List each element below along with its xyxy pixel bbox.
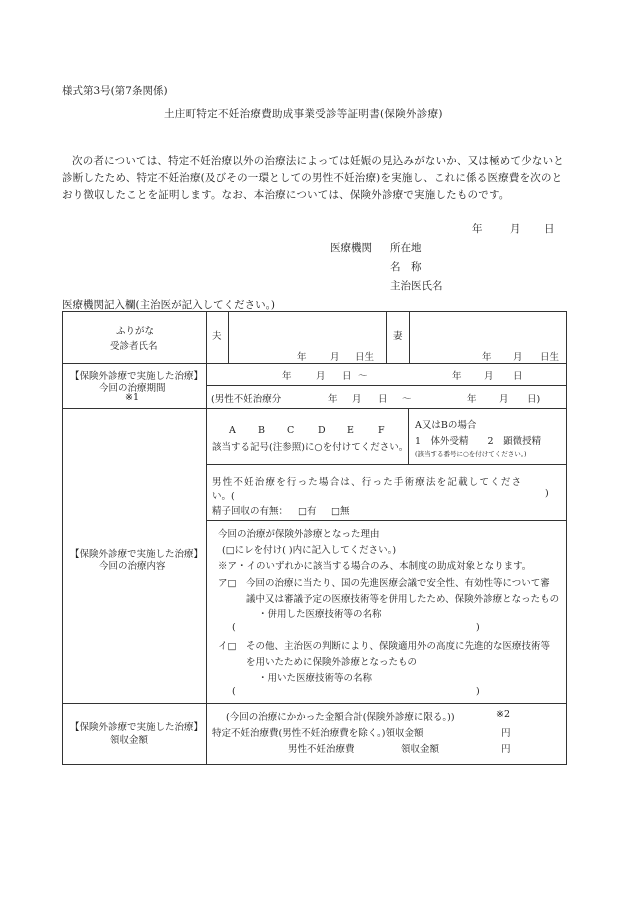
date-month: 月 [510, 223, 521, 235]
institution-label: 医療機関 [330, 242, 372, 254]
male-end-month: 月 [499, 394, 509, 405]
amount-total-line: (今回の治療にかかった金額合計(保険外診療に限る。)) [226, 712, 455, 723]
page-title: 土庄町特定不妊治療費助成事業受診等証明書(保険外診療) [164, 108, 443, 120]
reason-i-field[interactable] [240, 684, 470, 698]
male-tilde: 〜 [402, 394, 412, 405]
male-yen: 円 [501, 744, 511, 755]
male-surgery-field[interactable] [240, 486, 540, 500]
letter-b[interactable]: B [258, 425, 265, 436]
reason-i-line2: を用いたために保険外診療となったもの [246, 657, 418, 668]
husband-birth-month: 月 [330, 352, 340, 363]
wife-name-field[interactable] [410, 313, 566, 347]
wife-birth-month: 月 [513, 352, 523, 363]
doctor-name-label: 主治医氏名 [390, 280, 443, 292]
period-end-day: 日 [513, 371, 523, 382]
male-surgery-open: い。( [212, 491, 235, 502]
male-start-year: 年 [328, 394, 338, 405]
reason-a-field[interactable] [240, 620, 470, 634]
male-surgery-close: ) [545, 488, 549, 499]
sperm-no-checkbox[interactable]: □無 [331, 506, 350, 517]
furigana-label: ふりがな [116, 326, 155, 337]
male-period-label: (男性不妊治療分 [211, 394, 282, 405]
period-note: ※1 [125, 392, 140, 403]
form-number: 様式第3号(第7条関係) [62, 85, 168, 97]
patient-name-label: 受診者氏名 [110, 341, 158, 352]
period-start-year: 年 [282, 371, 292, 382]
period-end-year: 年 [452, 371, 462, 382]
amount-note: ※2 [496, 709, 511, 720]
period-label-2: 今回の治療期間 [99, 383, 166, 394]
letter-e[interactable]: E [347, 425, 354, 436]
content-label-2: 今回の治療内容 [99, 561, 166, 572]
male-end-day: 日) [527, 394, 541, 405]
reason-a-line3: ・併用した医療技術等の名称 [258, 609, 382, 620]
wife-label: 妻 [393, 331, 403, 342]
letter-f[interactable]: F [378, 425, 385, 436]
male-fee-label: 男性不妊治療費 [288, 744, 355, 755]
wife-birth-year: 年 [482, 352, 492, 363]
male-start-month: 月 [352, 394, 362, 405]
period-tilde: 〜 [358, 371, 368, 382]
ab-note: (該当する番号に○を付けてください。) [415, 450, 527, 458]
letters-note: 該当する記号(注参照)に○を付けてください。 [212, 442, 409, 453]
intro-paragraph: 次の者については、特定不妊治療以外の治療法によっては妊娠の見込みがないか、又は極めて少ないと診断したため、特定不妊治療(及びその一環としての男性不妊治療)を実施し、これに係る医療費を次のとおり徴収したことを証明します。なお、本治療については、保険外診療で実施したものです。 [62, 155, 564, 201]
period-start-month: 月 [316, 371, 326, 382]
husband-birth-day: 日生 [355, 352, 375, 363]
ab-options[interactable]: 1 体外受精 2 顕微授精 [415, 436, 542, 447]
period-end-month: 月 [484, 371, 494, 382]
reason-i-line3: ・用いた医療技術等の名称 [258, 673, 373, 684]
address-label: 所在地 [390, 242, 422, 254]
ab-title: A又はBの場合 [415, 420, 477, 431]
male-start-day: 日 [378, 394, 388, 405]
reason-note: ※ア・イのいずれかに該当する場合のみ、本制度の助成対象となります。 [218, 561, 532, 572]
amount-label-2: 領収金額 [110, 735, 149, 746]
reason-a-line1[interactable]: ア□ 今回の治療に当たり、国の先進医療会議で安全性、有効性等について審 [218, 578, 550, 589]
special-yen: 円 [501, 728, 511, 739]
period-start-day: 日 [342, 371, 352, 382]
special-amount-label: 特定不妊治療費(男性不妊治療費を除く。)領収金額 [212, 728, 424, 739]
section-caption: 医療機関記入欄(主治医が記入してください。) [62, 299, 275, 311]
husband-label: 夫 [212, 331, 222, 342]
reason-a-paren-close: ) [476, 622, 480, 633]
letter-d[interactable]: D [318, 425, 326, 436]
male-surgery-text: 男性不妊治療を行った場合は、行った手術療法を記載してくださ [212, 477, 523, 488]
male-end-year: 年 [467, 394, 477, 405]
letter-c[interactable]: C [287, 425, 295, 436]
amount-label-1: 【保険外診療で実施した治療】 [70, 722, 204, 733]
husband-birth-year: 年 [297, 352, 307, 363]
husband-name-field[interactable] [229, 313, 385, 347]
reason-instruction: (□にレを付け( )内に記入してください。) [222, 545, 397, 556]
reason-i-paren-close: ) [476, 686, 480, 697]
content-label-1: 【保険外診療で実施した治療】 [70, 549, 204, 560]
reason-a-line2: 議中又は審議予定の医療技術等を併用したため、保険外診療となったもの [246, 594, 560, 605]
date-day: 日 [544, 223, 555, 235]
sperm-label: 精子回収の有無： [212, 506, 289, 517]
period-label-1: 【保険外診療で実施した治療】 [70, 371, 204, 382]
male-fee-field[interactable] [446, 739, 496, 753]
reason-a-paren-open: ( [232, 622, 236, 633]
reason-i-line1[interactable]: イ□ その他、主治医の判断により、保険適用外の高度に先進的な医療技術等 [218, 641, 550, 652]
date-year: 年 [472, 223, 483, 235]
wife-birth-day: 日生 [540, 352, 560, 363]
special-amount-field[interactable] [430, 723, 496, 737]
institution-name-label: 名 称 [390, 261, 422, 273]
male-fee-amount-label: 領収金額 [401, 744, 440, 755]
sperm-yes-checkbox[interactable]: □有 [298, 506, 317, 517]
letter-a[interactable]: A [229, 425, 236, 436]
reason-i-paren-open: ( [232, 686, 236, 697]
reason-title: 今回の治療が保険外診療となった理由 [218, 529, 380, 540]
